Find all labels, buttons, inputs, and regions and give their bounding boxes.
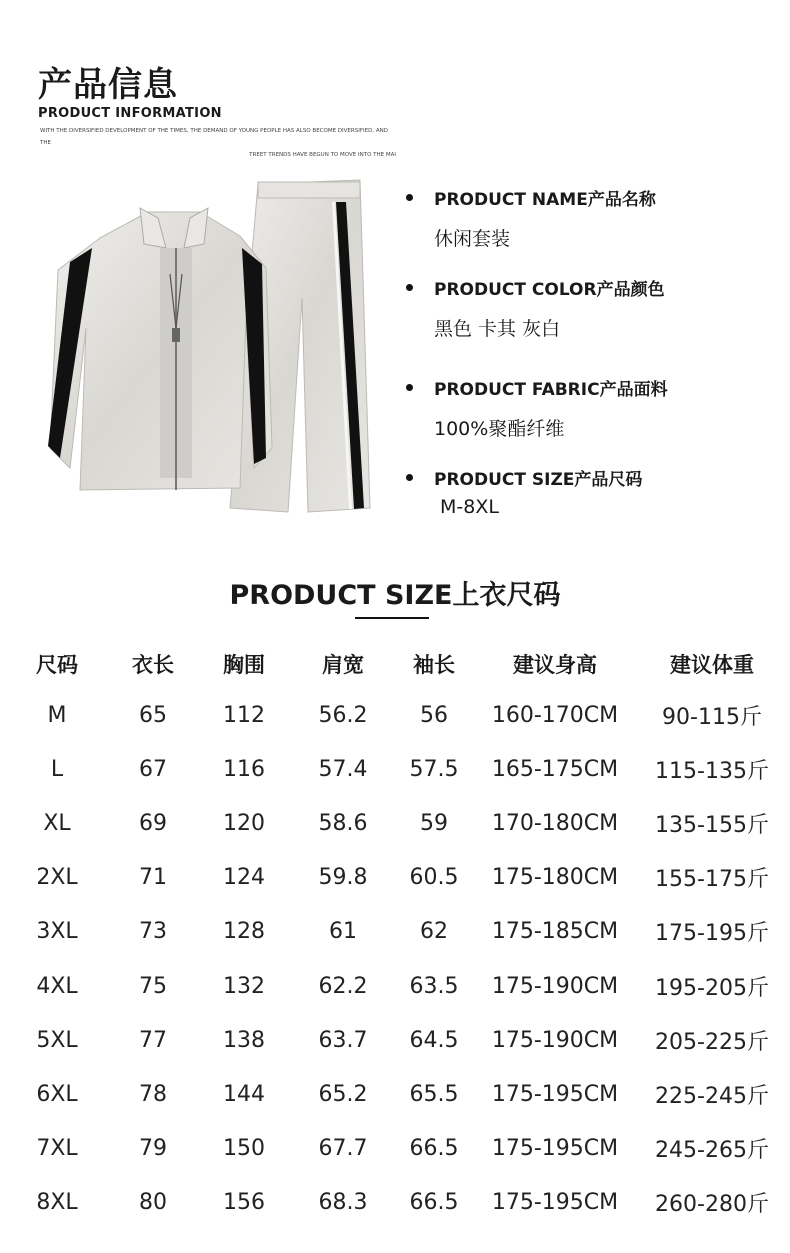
table-cell: 61 — [329, 919, 357, 945]
table-cell: 62 — [420, 919, 448, 945]
table-row — [8, 1067, 784, 1121]
table-cell: 195-205斤 — [655, 975, 769, 1001]
table-cell: 66.5 — [409, 1190, 459, 1216]
table-row — [8, 1176, 784, 1230]
table-cell: 175-190CM — [491, 1027, 619, 1053]
bullet-icon — [406, 474, 413, 481]
info-item-fabric — [406, 375, 668, 441]
table-cell: 56.2 — [318, 702, 368, 728]
table-cell: 8XL — [36, 1190, 78, 1216]
info-label: PRODUCT COLOR产品颜色 — [434, 280, 665, 300]
title-divider — [355, 617, 429, 619]
column-header: 胸围 — [223, 653, 265, 677]
column-header: 肩宽 — [322, 653, 364, 677]
table-cell: 69 — [139, 810, 167, 836]
table-cell: 124 — [223, 865, 265, 891]
column-header: 建议身高 — [513, 653, 597, 677]
table-cell: 156 — [223, 1190, 265, 1216]
table-cell: 59.8 — [318, 865, 368, 891]
table-cell: 116 — [223, 756, 265, 782]
table-cell: 155-175斤 — [655, 867, 769, 893]
table-cell: 160-170CM — [491, 702, 619, 728]
info-label: PRODUCT SIZE产品尺码 — [434, 470, 643, 490]
table-cell: 205-225斤 — [655, 1029, 769, 1055]
table-cell: 5XL — [36, 1027, 78, 1053]
table-row — [8, 1122, 784, 1176]
info-value: 休闲套装 — [434, 228, 511, 250]
table-cell: 57.4 — [318, 756, 368, 782]
table-cell: 175-180CM — [491, 865, 619, 891]
column-header: 建议体重 — [670, 653, 754, 677]
table-row — [8, 851, 784, 905]
table-cell: 68.3 — [318, 1190, 368, 1216]
page-title: 产品信息 — [38, 65, 178, 105]
table-cell: 144 — [223, 1081, 265, 1107]
size-table — [8, 640, 784, 1230]
table-cell: 4XL — [36, 973, 78, 999]
table-cell: 65 — [139, 702, 167, 728]
table-cell: 3XL — [36, 919, 78, 945]
table-cell: 128 — [223, 919, 265, 945]
table-cell: 175-195CM — [491, 1136, 619, 1162]
column-header: 尺码 — [36, 653, 78, 677]
table-cell: 64.5 — [409, 1027, 459, 1053]
table-cell: 138 — [223, 1027, 265, 1053]
table-cell: 75 — [139, 973, 167, 999]
table-cell: 79 — [139, 1136, 167, 1162]
table-cell: 62.2 — [318, 973, 368, 999]
bullet-icon — [406, 194, 413, 201]
table-cell: 150 — [223, 1136, 265, 1162]
table-cell: 63.5 — [409, 973, 459, 999]
slogan — [40, 125, 396, 161]
info-label: PRODUCT NAME产品名称 — [434, 190, 656, 210]
info-item-name — [406, 185, 656, 251]
slogan-line-1: WITH THE DIVERSIFIED DEVELOPMENT OF THE TIMES, THE DEMAND OF YOUNG PEOPLE HAS ALSO BECOME DIVERSIFIED, AND THE — [40, 128, 388, 146]
table-cell: 58.6 — [318, 810, 368, 836]
table-cell: 120 — [223, 810, 265, 836]
size-table-body — [8, 688, 784, 1230]
info-item-size — [406, 465, 642, 518]
table-cell: 66.5 — [409, 1136, 459, 1162]
table-cell: 175-195斤 — [655, 921, 769, 947]
table-cell: 132 — [223, 973, 265, 999]
table-row — [8, 905, 784, 959]
info-item-color — [406, 275, 665, 341]
size-chart-title: PRODUCT SIZE上衣尺码 — [229, 580, 561, 611]
table-cell: 175-185CM — [491, 919, 619, 945]
column-header: 衣长 — [132, 653, 174, 677]
table-row — [8, 796, 784, 850]
info-value: M-8XL — [440, 496, 499, 518]
info-value: 黑色 卡其 灰白 — [434, 318, 561, 340]
table-cell: 165-175CM — [491, 756, 619, 782]
table-cell: 59 — [420, 810, 448, 836]
table-row — [8, 1013, 784, 1067]
table-cell: L — [50, 756, 64, 782]
table-cell: 57.5 — [409, 756, 459, 782]
table-header-row — [8, 640, 784, 688]
table-cell: 175-195CM — [491, 1190, 619, 1216]
table-cell: 67.7 — [318, 1136, 368, 1162]
table-cell: 260-280斤 — [655, 1192, 769, 1218]
table-cell: 60.5 — [409, 865, 459, 891]
table-cell: M — [47, 702, 67, 728]
table-cell: 80 — [139, 1190, 167, 1216]
jacket-illustration — [48, 208, 272, 490]
table-cell: 71 — [139, 865, 167, 891]
table-cell: 225-245斤 — [655, 1083, 769, 1109]
table-cell: 170-180CM — [491, 810, 619, 836]
table-cell: 175-190CM — [491, 973, 619, 999]
table-cell: 6XL — [36, 1081, 78, 1107]
table-cell: 73 — [139, 919, 167, 945]
page-subtitle: PRODUCT INFORMATION — [38, 106, 222, 121]
table-cell: 175-195CM — [491, 1081, 619, 1107]
table-cell: 2XL — [36, 865, 78, 891]
bullet-icon — [406, 284, 413, 291]
table-cell: 245-265斤 — [655, 1138, 769, 1164]
page-header — [38, 66, 222, 121]
table-cell: 7XL — [36, 1136, 78, 1162]
info-value: 100%聚酯纤维 — [434, 418, 565, 440]
table-cell: 112 — [223, 702, 265, 728]
table-cell: 90-115斤 — [662, 704, 762, 730]
column-header: 袖长 — [413, 653, 455, 677]
bullet-icon — [406, 384, 413, 391]
table-cell: 56 — [420, 702, 448, 728]
table-row — [8, 742, 784, 796]
table-cell: 135-155斤 — [655, 812, 769, 838]
table-cell: 65.2 — [318, 1081, 368, 1107]
slogan-line-2: TREET TRENDS HAVE BEGUN TO MOVE INTO THE MAI — [249, 152, 396, 158]
table-cell: 115-135斤 — [655, 758, 769, 784]
table-cell: 65.5 — [409, 1081, 459, 1107]
table-cell: 67 — [139, 756, 167, 782]
table-cell: 77 — [139, 1027, 167, 1053]
table-row — [8, 959, 784, 1013]
table-row — [8, 688, 784, 742]
product-photo — [40, 178, 380, 518]
info-label: PRODUCT FABRIC产品面料 — [434, 380, 668, 400]
table-cell: XL — [43, 810, 71, 836]
table-cell: 78 — [139, 1081, 167, 1107]
table-cell: 63.7 — [318, 1027, 368, 1053]
